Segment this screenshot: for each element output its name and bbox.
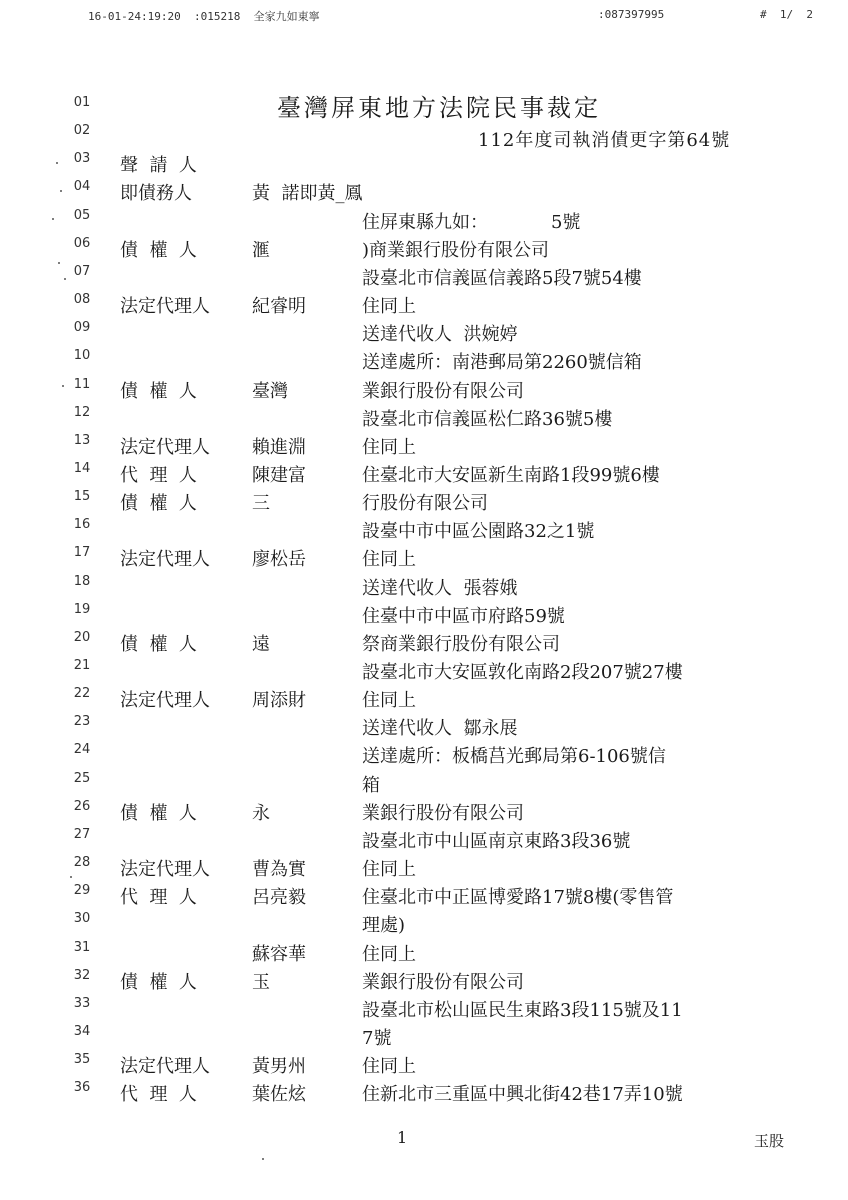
line-number: 16 (73, 517, 91, 533)
document-line (0, 95, 848, 123)
fax-header-page: # 1/ 2 (760, 8, 813, 21)
party-detail: 送達代收人 鄒永展 (362, 718, 518, 740)
document-line (0, 827, 848, 855)
party-detail: 7號 (362, 1027, 392, 1049)
line-number: 02 (73, 123, 91, 139)
scan-speck (70, 876, 72, 878)
party-detail: 箱 (362, 774, 380, 796)
party-name: 滙 (252, 239, 270, 261)
party-detail: 業銀行股份有限公司 (362, 380, 524, 402)
document-line (0, 517, 848, 545)
document-line (0, 771, 848, 799)
party-role: 法定代理人 (120, 859, 210, 881)
party-detail: 住同上 (362, 1056, 416, 1078)
party-detail: 住同上 (362, 436, 416, 458)
party-name: 臺灣 (252, 380, 288, 402)
party-role: 債 權 人 (120, 802, 197, 824)
party-role: 債 權 人 (120, 380, 197, 402)
party-name: 玉 (252, 971, 270, 993)
party-detail: 住臺北市中正區博愛路17號8樓(零售管 (362, 887, 674, 909)
party-detail: 設臺北市信義區信義路5段7號54樓 (362, 267, 642, 289)
party-detail: 設臺中市中區公園路32之1號 (362, 521, 595, 543)
document-line (0, 236, 848, 264)
document-line (0, 461, 848, 489)
line-number: 35 (73, 1052, 91, 1068)
scan-speck (52, 218, 54, 220)
party-detail: 住臺北市大安區新生南路1段99號6樓 (362, 464, 660, 486)
document-line (0, 292, 848, 320)
division-stamp: 玉股 (754, 1132, 785, 1150)
party-detail: 住同上 (362, 859, 416, 881)
party-role: 債 權 人 (120, 493, 197, 515)
party-detail: 住新北市三重區中興北街42巷17弄10號 (362, 1084, 683, 1106)
party-detail: 設臺北市大安區敦化南路2段207號27樓 (362, 662, 683, 683)
party-role: 代 理 人 (120, 464, 197, 486)
document-line (0, 630, 848, 658)
party-name: 黃男州 (252, 1056, 306, 1078)
scan-speck (56, 162, 58, 164)
party-detail: 送達處所：板橋莒光郵局第6-106號信 (362, 746, 666, 768)
party-detail: 住同上 (362, 690, 416, 712)
party-role: 法定代理人 (120, 296, 210, 318)
party-name: 賴進淵 (252, 436, 306, 458)
page-number: 1 (397, 1128, 408, 1147)
line-number: 11 (73, 376, 91, 392)
party-role: 債 權 人 (120, 633, 197, 655)
scan-speck (262, 1158, 264, 1160)
party-name: 葉佐炫 (252, 1084, 306, 1106)
party-role: 代 理 人 (120, 1084, 197, 1106)
line-number: 22 (73, 686, 91, 702)
document-line (0, 545, 848, 573)
document-line (0, 151, 848, 179)
party-name: 廖松岳 (252, 549, 306, 571)
line-number: 21 (73, 658, 91, 673)
line-number: 36 (73, 1080, 91, 1096)
party-role: 聲 請 人 (120, 155, 197, 177)
document-line (0, 940, 848, 968)
document-line (0, 714, 848, 742)
party-detail: 業銀行股份有限公司 (362, 971, 524, 993)
line-number: 07 (73, 263, 91, 279)
party-detail: 行股份有限公司 (362, 493, 488, 515)
party-detail: 住屏東縣九如： 5號 (362, 211, 581, 233)
line-number: 28 (73, 855, 91, 871)
line-number: 01 (73, 95, 91, 110)
document-line (0, 799, 848, 827)
party-role: 即債務人 (120, 183, 192, 205)
document-line (0, 855, 848, 883)
party-name: 呂亮毅 (252, 887, 306, 909)
party-detail: )商業銀行股份有限公司 (362, 239, 550, 261)
document-line (0, 320, 848, 348)
line-number: 14 (73, 460, 91, 476)
document-line (0, 179, 848, 207)
party-detail: 住臺中市中區市府路59號 (362, 605, 565, 627)
party-role: 代 理 人 (120, 887, 197, 909)
party-role: 法定代理人 (120, 690, 210, 712)
document-line (0, 658, 848, 686)
party-detail: 設臺北市松山區民生東路3段115號及11 (362, 999, 683, 1021)
party-role: 法定代理人 (120, 549, 210, 571)
line-number: 17 (73, 545, 91, 561)
document-line (0, 911, 848, 939)
document-line (0, 264, 848, 292)
party-detail: 送達代收人 張蓉娥 (362, 577, 518, 599)
party-name: 曹為實 (252, 859, 306, 881)
line-number: 09 (73, 320, 91, 336)
party-name: 三 (252, 493, 270, 515)
line-number: 33 (73, 995, 91, 1011)
party-detail: 設臺北市中山區南京東路3段36號 (362, 830, 631, 852)
party-role: 法定代理人 (120, 1056, 210, 1078)
document-line (0, 686, 848, 714)
party-role: 債 權 人 (120, 239, 197, 261)
party-detail: 住同上 (362, 549, 416, 571)
line-number: 13 (73, 432, 91, 448)
scan-speck (58, 262, 60, 264)
scan-speck (62, 385, 64, 387)
line-number: 25 (73, 770, 91, 786)
scan-speck (60, 190, 62, 192)
party-name: 黃 諾即黃_鳳 (252, 183, 363, 205)
document-line (0, 968, 848, 996)
party-detail: 理處) (362, 915, 406, 937)
line-number: 27 (73, 826, 91, 842)
line-number: 10 (73, 348, 91, 364)
document-line (0, 742, 848, 770)
fax-header-number: :087397995 (598, 8, 665, 21)
line-number: 34 (73, 1023, 91, 1039)
document-line (0, 602, 848, 630)
line-number: 08 (73, 292, 91, 308)
line-number: 06 (73, 235, 91, 251)
party-detail: 業銀行股份有限公司 (362, 802, 524, 824)
document-line (0, 208, 848, 236)
document-line (0, 1024, 848, 1052)
document-line (0, 574, 848, 602)
document-line (0, 883, 848, 911)
document-line (0, 489, 848, 517)
party-detail: 祭商業銀行股份有限公司 (362, 633, 560, 655)
line-number: 03 (73, 151, 91, 167)
line-number: 04 (73, 179, 91, 195)
line-number: 19 (73, 601, 91, 617)
scan-speck (64, 278, 66, 280)
line-number: 32 (73, 967, 91, 983)
party-detail: 送達代收人 洪婉婷 (362, 324, 518, 346)
line-number: 23 (73, 714, 91, 730)
line-number: 05 (73, 207, 91, 223)
document-line (0, 1052, 848, 1080)
line-number: 12 (73, 404, 91, 420)
party-name: 遠 (252, 633, 270, 655)
line-number: 20 (73, 629, 91, 645)
document-line (0, 433, 848, 461)
party-name: 陳建富 (252, 464, 306, 486)
party-name: 蘇容華 (252, 943, 306, 965)
fax-header-left: 16-01-24:19:20 :015218 全家九如東寧 (88, 10, 320, 23)
party-role: 債 權 人 (120, 971, 197, 993)
line-number: 15 (73, 489, 91, 505)
line-number: 18 (73, 573, 91, 589)
party-name: 永 (252, 802, 270, 824)
document-line (0, 1080, 848, 1108)
line-number: 31 (73, 939, 91, 955)
party-detail: 送達處所：南港郵局第2260號信箱 (362, 352, 642, 374)
line-number: 29 (73, 883, 91, 899)
document-line (0, 405, 848, 433)
party-detail: 住同上 (362, 943, 416, 965)
party-detail: 設臺北市信義區松仁路36號5樓 (362, 408, 613, 430)
document-line (0, 348, 848, 376)
document-title: 臺灣屏東地方法院民事裁定 (277, 94, 601, 122)
document-line (0, 123, 848, 151)
case-number: 112年度司執消債更字第64號 (478, 130, 731, 151)
party-name: 周添財 (252, 690, 306, 712)
party-detail: 住同上 (362, 296, 416, 318)
party-name: 紀睿明 (252, 296, 306, 318)
document-line (0, 377, 848, 405)
party-role: 法定代理人 (120, 436, 210, 458)
line-number: 30 (73, 911, 91, 927)
line-number: 24 (73, 742, 91, 758)
document-line (0, 996, 848, 1024)
line-number: 26 (73, 798, 91, 814)
